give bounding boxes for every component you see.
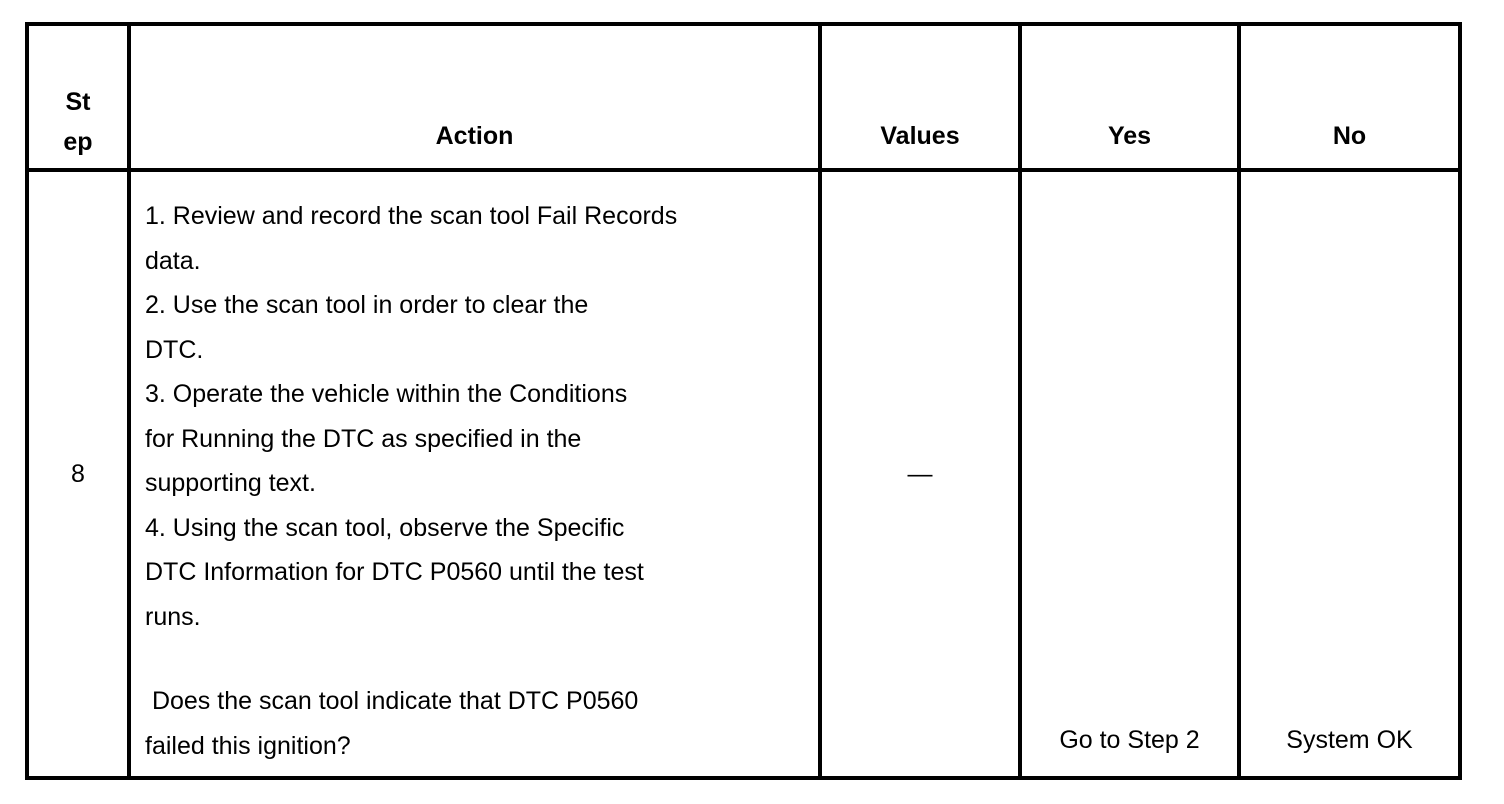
action-line: failed this ignition? bbox=[145, 731, 351, 760]
action-line: 4. Using the scan tool, observe the Specific bbox=[145, 513, 625, 542]
header-step-line1: St bbox=[65, 88, 91, 116]
header-step-line2: ep bbox=[63, 128, 93, 156]
header-step bbox=[29, 82, 127, 162]
action-line bbox=[145, 639, 785, 679]
step-number: 8 bbox=[71, 460, 85, 488]
action-line: DTC. bbox=[145, 335, 204, 364]
yes-cell: Go to Step 2 bbox=[1059, 726, 1200, 754]
action-line: 3. Operate the vehicle within the Conditions bbox=[145, 380, 628, 408]
action-line: 2. Use the scan tool in order to clear the bbox=[145, 291, 589, 319]
action-line: data. bbox=[145, 246, 201, 275]
header-yes: Yes bbox=[1107, 122, 1152, 150]
action-line: DTC Information for DTC P0560 until the test bbox=[145, 558, 644, 586]
action-line: runs. bbox=[145, 602, 201, 631]
action-line: 1. Review and record the scan tool Fail Records bbox=[145, 202, 678, 230]
header-no: No bbox=[1332, 122, 1367, 150]
diagnostic-table bbox=[25, 22, 1462, 780]
no-cell: System OK bbox=[1286, 726, 1413, 754]
header-action: Action bbox=[435, 122, 514, 150]
header-bottom-border bbox=[25, 168, 1462, 172]
action-line: for Running the DTC as specified in the bbox=[145, 424, 582, 453]
header-values: Values bbox=[880, 122, 960, 150]
table-right-border bbox=[1458, 22, 1462, 780]
action-line: supporting text. bbox=[145, 469, 316, 497]
table-top-border bbox=[25, 22, 1462, 26]
action-instructions bbox=[145, 194, 785, 768]
values-cell: — bbox=[907, 460, 933, 488]
action-line: Does the scan tool indicate that DTC P0560 bbox=[145, 687, 639, 715]
table-bottom-border bbox=[25, 776, 1462, 780]
